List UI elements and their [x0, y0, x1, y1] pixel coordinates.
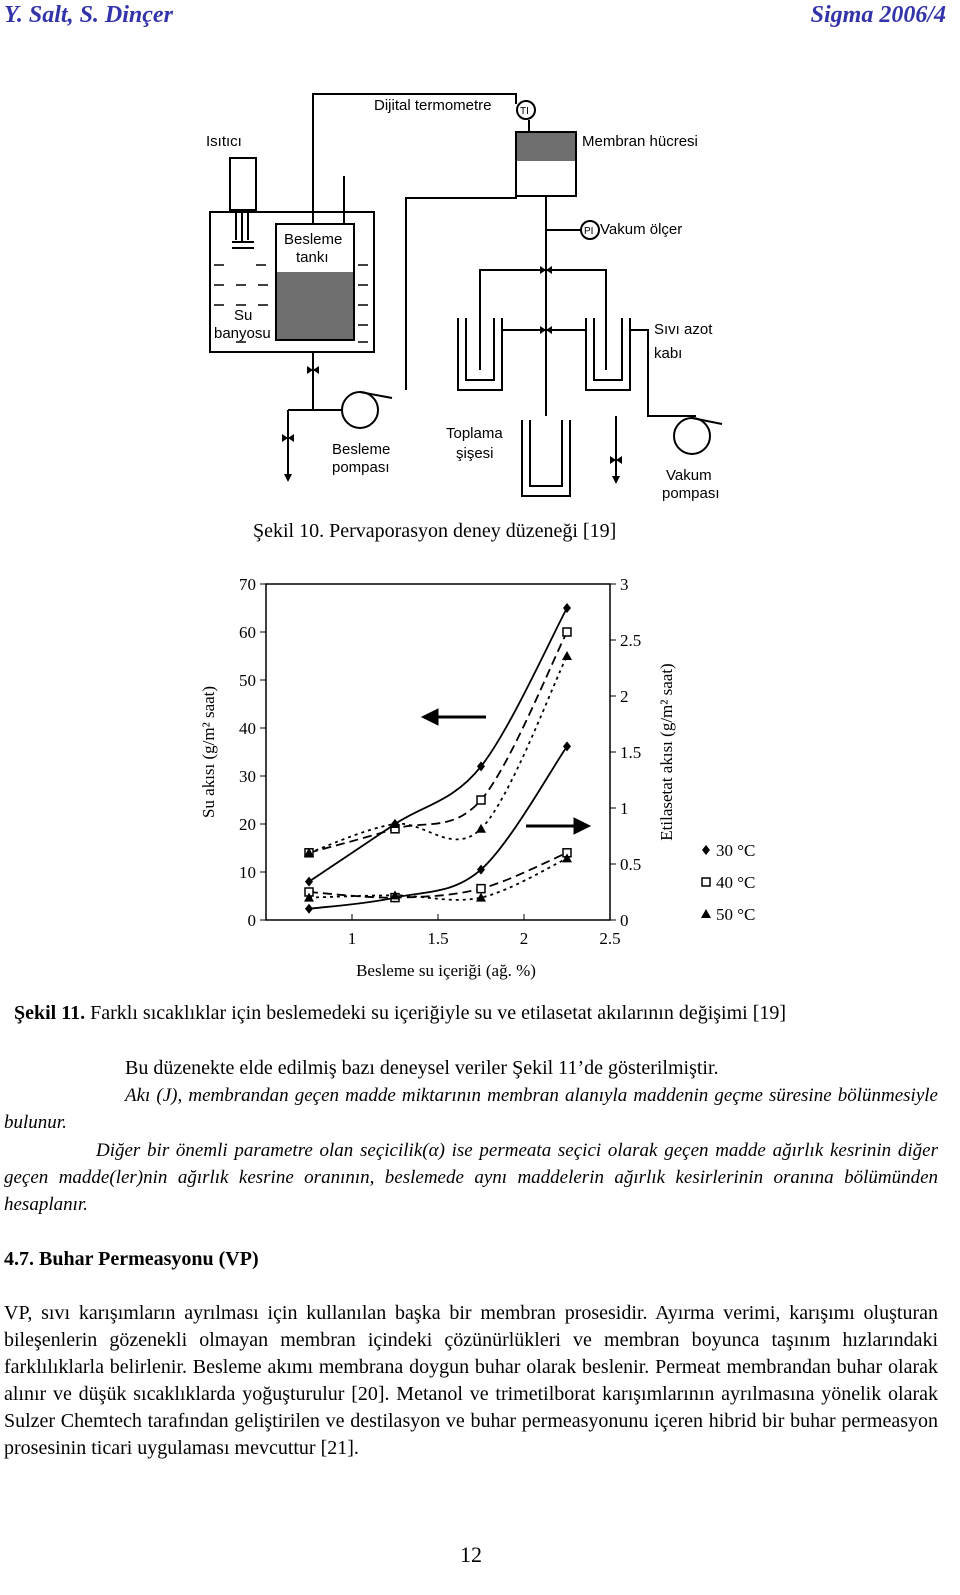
label-water-bath-1: Su: [234, 307, 253, 324]
legend-label: 30 °C: [716, 841, 756, 860]
label-water-bath-2: banyosu: [214, 325, 271, 342]
data-point-diamond: [305, 904, 313, 914]
paragraph-2: Akı (J), membrandan geçen madde miktarının membran alanıyla maddenin geçme süresine bölünmesiyle bulunur.: [4, 1085, 938, 1133]
y-left-tick-label: 50: [239, 671, 256, 690]
paragraph-3: Diğer bir önemli parametre olan seçicilik(α) ise permeata seçici olarak geçen madde ağırlık kesrinin diğer geçen madde(ler)nin ağırlık kesrine oranının, beslemede aynı maddelerin ağırlık kesirlerinin oranına bölümünden hesaplanır.: [4, 1140, 938, 1215]
label-collection-2: şişesi: [456, 445, 494, 462]
data-point-triangle: [701, 909, 711, 918]
label-collection-1: Toplama: [446, 425, 503, 442]
chart-legend: [701, 841, 755, 924]
label-heater: Isıtıcı: [206, 133, 242, 150]
y-right-axis-label: Etilasetat akısı (g/m² saat): [657, 663, 676, 841]
series-line: [309, 608, 567, 882]
y-left-tick-label: 60: [239, 623, 256, 642]
y-right-tick-label: 3: [620, 575, 629, 594]
data-point-square: [477, 885, 485, 893]
y-left-tick-label: 10: [239, 863, 256, 882]
heater-box: [230, 158, 256, 210]
label-feed-tank-2: tankı: [296, 249, 329, 266]
figure-11-caption: [14, 1002, 786, 1025]
data-point-square: [563, 628, 571, 636]
y-left-tick-label: 20: [239, 815, 256, 834]
pervaporation-setup-diagram: [196, 80, 744, 504]
y-right-tick-label: 0: [620, 911, 629, 930]
data-point-triangle: [562, 651, 572, 660]
series-line: [309, 858, 567, 899]
y-right-tick-label: 1.5: [620, 743, 642, 762]
y-left-tick-label: 70: [239, 575, 256, 594]
y-right-tick-label: 0.5: [620, 855, 642, 874]
label-pi: PI: [584, 226, 594, 237]
feed-pump: [342, 392, 378, 428]
label-liquid-nitrogen-2: kabı: [654, 345, 683, 362]
data-point-square: [477, 796, 485, 804]
x-tick-label: 2.5: [599, 929, 621, 948]
label-vacuum-pump-1: Vakum: [666, 467, 712, 484]
x-axis-label: Besleme su içeriği (ağ. %): [356, 961, 536, 980]
y-right-tick-label: 2: [620, 687, 629, 706]
y-left-axis-label: Su akısı (g/m² saat): [199, 685, 218, 819]
vacuum-pump: [674, 418, 710, 454]
data-point-square: [702, 878, 710, 886]
paragraph-1: Bu düzenekte elde edilmiş bazı deneysel veriler Şekil 11’de gösterilmiştir.: [125, 1057, 719, 1079]
label-vacuum-pump-2: pompası: [662, 485, 720, 502]
flux-chart: [186, 574, 756, 988]
label-liquid-nitrogen-1: Sıvı azot: [654, 321, 713, 338]
series-line: [309, 746, 567, 908]
x-tick-label: 1: [347, 929, 357, 948]
data-point-diamond: [702, 845, 710, 855]
label-feed-tank-1: Besleme: [284, 231, 343, 248]
data-point-diamond: [305, 877, 313, 887]
y-left-tick-label: 30: [239, 767, 256, 786]
legend-label: 40 °C: [716, 873, 756, 892]
y-left-tick-label: 40: [239, 719, 256, 738]
running-header-journal: Sigma 2006/4: [810, 2, 946, 28]
x-tick-label: 2: [519, 929, 529, 948]
section-heading: 4.7. Buhar Permeasyonu (VP): [4, 1248, 259, 1270]
x-tick-label: 1.5: [427, 929, 449, 948]
page-number: 12: [460, 1542, 482, 1567]
y-right-tick-label: 2.5: [620, 631, 642, 650]
y-right-tick-label: 1: [620, 799, 629, 818]
label-feed-pump-2: pompası: [332, 459, 390, 476]
figure-10-caption: Şekil 10. Pervaporasyon deney düzeneği [19]: [253, 520, 617, 542]
label-vacuum-gauge: Vakum ölçer: [600, 221, 683, 238]
running-header-authors: Y. Salt, S. Dinçer: [4, 2, 173, 28]
data-point-triangle: [476, 824, 486, 833]
paragraph-4: VP, sıvı karışımların ayrılması için kullanılan başka bir membran prosesidir. Ayırma verimi, karışımı oluşturan bileşenlerin gözenekli olmayan membran içindeki çözünürlükleri ve membran boyunca taşınım hızlarındaki farklılıklarla belirlenir. Besleme akımı membrana doygun buhar olarak beslenir. Permeat membrandan buhar olarak alınır ve düşük sıcaklıklarda yoğuşturulur [20]. Metanol ve trimetilborat karışımlarının ayrılmasına yönelik olarak Sulzer Chemtech tarafından geliştirilen ve destilasyon ve buhar permeasyonunu içeren hibrid bir buhar permeasyon prosesinin ticari uygulaması mevcuttur [21].: [4, 1302, 938, 1459]
series-line: [309, 632, 567, 853]
label-feed-pump-1: Besleme: [332, 441, 391, 458]
legend-label: 50 °C: [716, 905, 756, 924]
plot-frame: [266, 584, 610, 920]
label-thermometer: Dijital termometre: [374, 97, 492, 114]
figure-11-label: Şekil 11.: [14, 1002, 86, 1024]
label-membrane-cell: Membran hücresi: [582, 133, 698, 150]
label-ti: TI: [520, 106, 529, 117]
figure-11-text: Farklı sıcaklıklar için beslemedeki su içeriğiyle su ve etilasetat akılarının değişimi [19]: [85, 1002, 787, 1024]
y-left-tick-label: 0: [247, 911, 256, 930]
